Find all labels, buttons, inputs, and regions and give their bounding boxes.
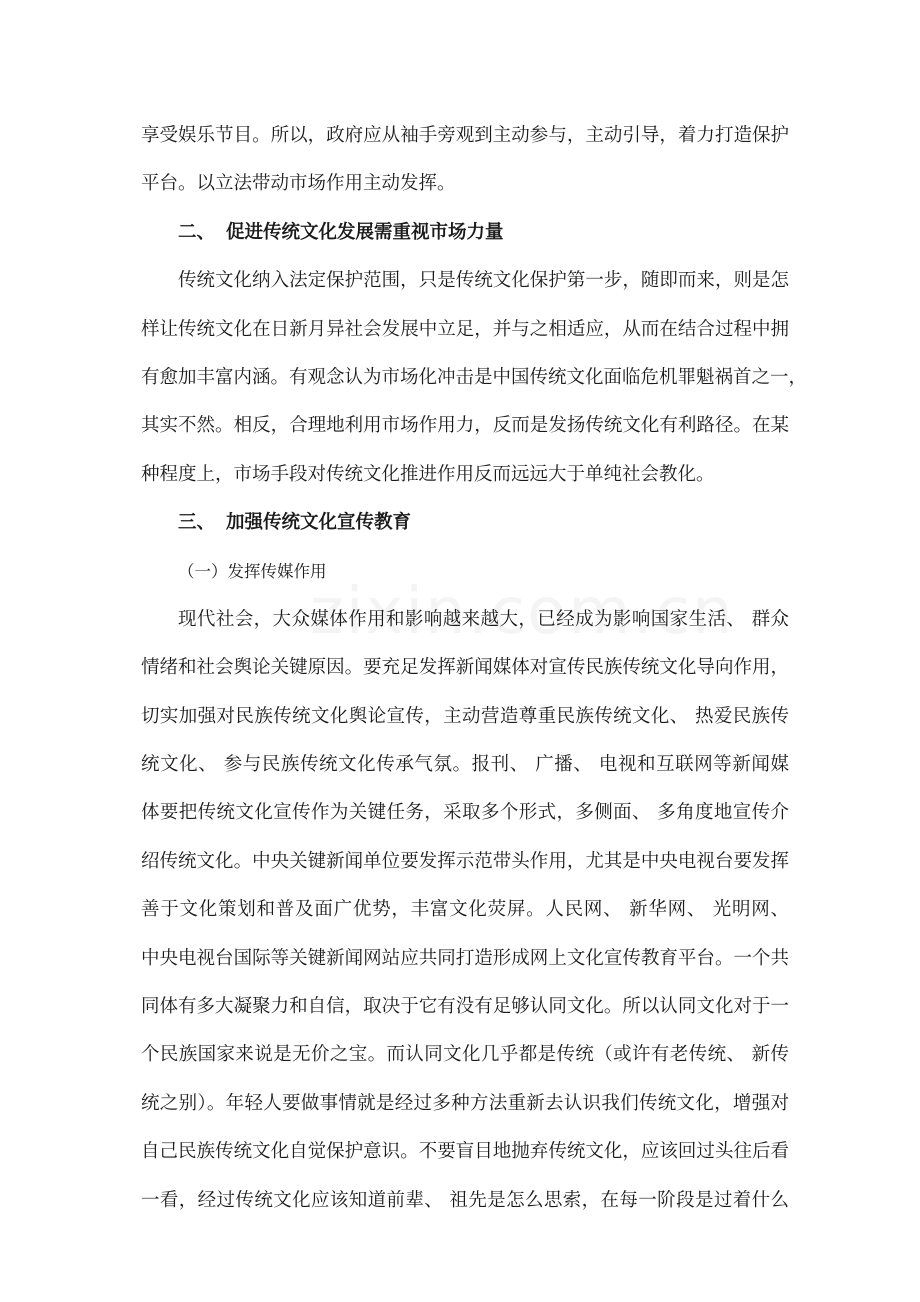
text-line: 善于文化策划和普及面广优势，丰富文化荧屏。人民网、 新华网、 光明网、 — [141, 899, 789, 921]
section-number: 二、 — [178, 221, 216, 243]
text-line: 平台。以立法带动市场作用主动发挥。 — [141, 173, 456, 195]
paragraph — [141, 596, 789, 1225]
paragraph — [141, 257, 808, 499]
section-heading — [141, 499, 789, 547]
text-line: 情绪和社会舆论关键原因。要充足发挥新闻媒体对宣传民族传统文化导向作用， — [141, 657, 789, 679]
section-title: 促进传统文化发展需重视市场力量 — [226, 221, 504, 243]
text-line: 现代社会，大众媒体作用和影响越来越大，已经成为影响国家生活、 群众 — [178, 608, 789, 630]
text-line: 有愈加丰富内涵。有观念认为市场化冲击是中国传统文化面临危机罪魁祸首之一， — [141, 366, 808, 388]
document-body — [141, 112, 808, 1225]
text-line: 样让传统文化在日新月异社会发展中立足，并与之相适应，从而在结合过程中拥 — [141, 318, 789, 340]
text-line: 传统文化纳入法定保护范围，只是传统文化保护第一步，随即而来，则是怎 — [178, 270, 789, 292]
paragraph — [141, 112, 789, 209]
text-line: 绍传统文化。中央关键新闻单位要发挥示范带头作用，尤其是中央电视台要发挥 — [141, 850, 789, 872]
text-line: 体要把传统文化宣传作为关键任务，采取多个形式，多侧面、 多角度地宣传介 — [141, 802, 789, 824]
text-line: 切实加强对民族传统文化舆论宣传，主动营造尊重民族传统文化、 热爱民族传 — [141, 705, 789, 727]
text-line: 个民族国家来说是无价之宝。而认同文化几乎都是传统（或许有老传统、 新传 — [141, 1044, 789, 1066]
text-line: 其实不然。相反，合理地利用市场作用力，反而是发扬传统文化有利路径。在某 — [141, 415, 789, 437]
text-line: 统之别）。年轻人要做事情就是经过多种方法重新去认识我们传统文化，增强对 — [141, 1092, 789, 1114]
text-line: 种程度上，市场手段对传统文化推进作用反而远远大于单纯社会教化。 — [141, 463, 715, 485]
section-title: 加强传统文化宣传教育 — [226, 512, 412, 534]
text-line: 一看，经过传统文化应该知道前辈、 祖先是怎么思索，在每一阶段是过着什么 — [141, 1189, 789, 1211]
text-line: 同体有多大凝聚力和自信，取决于它有没有足够认同文化。所以认同文化对于一 — [141, 996, 789, 1018]
subsection-heading: （一）发挥传媒作用 — [178, 561, 327, 581]
section-number: 三、 — [178, 512, 216, 534]
text-line: 享受娱乐节目。所以，政府应从袖手旁观到主动参与，主动引导，着力打造保护 — [141, 125, 789, 146]
section-heading — [141, 209, 789, 257]
text-line: 自己民族传统文化自觉保护意识。不要盲目地抛弃传统文化，应该回过头往后看 — [141, 1141, 789, 1163]
text-line: 统文化、 参与民族传统文化传承气氛。报刊、 广播、 电视和互联网等新闻媒 — [141, 754, 789, 776]
text-line: 中央电视台国际等关键新闻网站应共同打造形成网上文化宣传教育平台。一个共 — [141, 947, 789, 969]
